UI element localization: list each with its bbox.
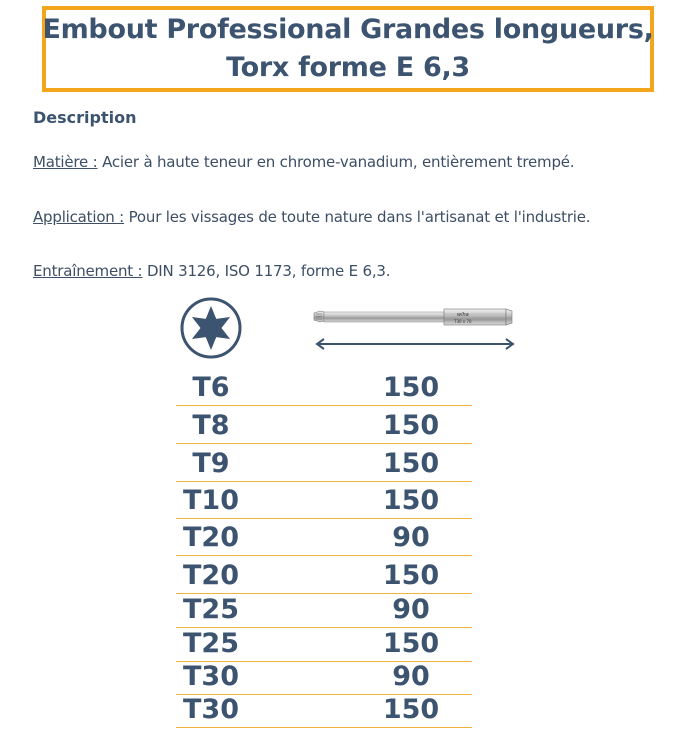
table-row — [176, 660, 472, 695]
torx-size-cell: T6 — [192, 372, 230, 403]
drive-text: DIN 3126, ISO 1173, forme E 6,3. — [142, 262, 391, 280]
length-cell: 90 — [392, 661, 430, 692]
length-cell: 150 — [382, 628, 440, 659]
table-row — [176, 409, 472, 444]
bit-brand-text: wiha — [457, 312, 469, 318]
table-row — [176, 371, 472, 406]
length-cell: 150 — [382, 410, 440, 441]
table-row — [176, 627, 472, 662]
bit-illustration — [312, 300, 518, 352]
material-label: Matière : — [33, 153, 98, 171]
torx-size-cell: T20 — [183, 560, 239, 591]
application-paragraph — [33, 208, 590, 226]
table-row — [176, 521, 472, 556]
title-box — [42, 6, 654, 92]
length-cell: 150 — [382, 372, 440, 403]
table-row — [176, 593, 472, 628]
application-text: Pour les vissages de toute nature dans l'artisanat et l'industrie. — [124, 208, 591, 226]
length-cell: 150 — [382, 560, 440, 591]
length-cell: 90 — [392, 522, 430, 553]
table-row — [176, 693, 472, 728]
page-title-line-1: Embout Professional Grandes longueurs, — [42, 14, 654, 45]
length-cell: 150 — [382, 485, 440, 516]
drive-paragraph — [33, 262, 390, 280]
material-text: Acier à haute teneur en chrome-vanadium, entièrement trempé. — [97, 153, 575, 171]
length-cell: 150 — [382, 694, 440, 725]
torx-size-cell: T10 — [183, 485, 239, 516]
material-paragraph — [33, 153, 574, 171]
torx-size-cell: T20 — [183, 522, 239, 553]
torx-size-cell: T8 — [192, 410, 230, 441]
torx-size-cell: T25 — [183, 628, 239, 659]
bit-marking-text: T30 x 70 — [454, 319, 472, 324]
torx-size-cell: T30 — [183, 694, 239, 725]
torx-star-icon — [179, 296, 243, 360]
table-row — [176, 559, 472, 594]
drive-label: Entraînement : — [33, 262, 143, 280]
table-row — [176, 484, 472, 519]
torx-size-cell: T25 — [183, 594, 239, 625]
application-label: Application : — [33, 208, 125, 226]
torx-size-cell: T9 — [192, 448, 230, 479]
length-cell: 150 — [382, 448, 440, 479]
length-cell: 90 — [392, 594, 430, 625]
torx-size-cell: T30 — [183, 661, 239, 692]
table-row — [176, 447, 472, 482]
description-heading: Description — [33, 108, 137, 127]
page-title-line-2: Torx forme E 6,3 — [226, 52, 470, 83]
